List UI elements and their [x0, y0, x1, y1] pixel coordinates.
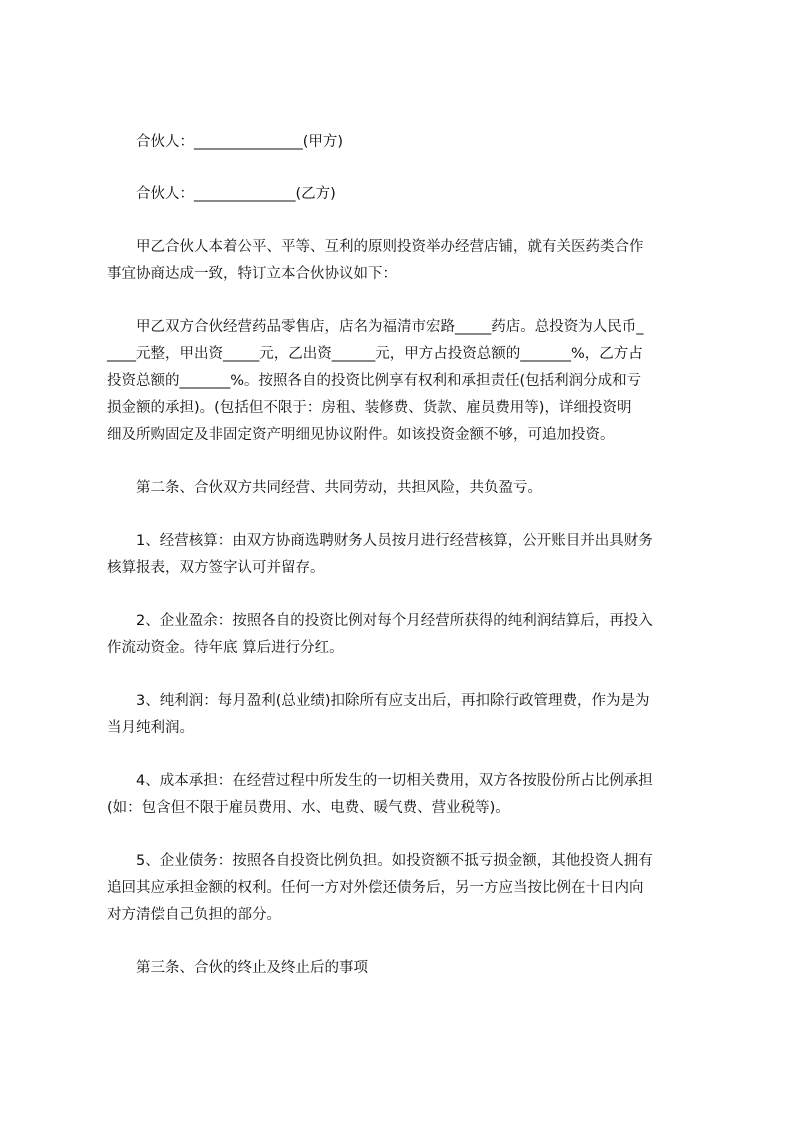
- article2-title: 第二条、合伙双方共同经营、共同劳动，共担风险，共负盈亏。: [136, 480, 542, 496]
- article1-line-2: ____元整，甲出资_____元，乙出资______元，甲方占投资总额的_______%，乙方占: [107, 346, 643, 362]
- item5-line-1: 5、企业债务：按照各自投资比例负担。如投资额不抵亏损金额，其他投资人拥有: [136, 853, 653, 869]
- article1-line-5: 细及所购固定及非固定资产明细见协议附件。如该投资金额不够，可追加投资。: [107, 427, 615, 443]
- item2-line-1: 2、企业盈余：按照各自的投资比例对每个月经营所获得的纯利润结算后，再投入: [136, 613, 653, 629]
- article1-line-1: 甲乙双方合伙经营药品零售店，店名为福清市宏路_____药店。总投资为人民币_: [136, 319, 644, 335]
- item5-line-2: 追回其应承担金额的权利。任何一方对外偿还债务后，另一方应当按比例在十日内向: [107, 880, 644, 896]
- item5-line-3: 对方清偿自己负担的部分。: [107, 907, 281, 923]
- article3-title: 第三条、合伙的终止及终止后的事项: [136, 960, 368, 976]
- item4-line-1: 4、成本承担：在经营过程中所发生的一切相关费用，双方各按股份所占比例承担: [136, 773, 653, 789]
- preamble-line-2: 事宜协商达成一致，特订立本合伙协议如下：: [107, 266, 397, 282]
- item3-line-1: 3、纯利润：每月盈利(总业绩)扣除所有应支出后，再扣除行政管理费，作为是为: [136, 693, 650, 709]
- article1-line-4: 损金额的承担)。(包括但不限于：房租、装修费、货款、雇员费用等)，详细投资明: [107, 400, 632, 416]
- partner-b-line: 合伙人：______________(乙方): [136, 186, 336, 202]
- item1-line-1: 1、经营核算：由双方协商选聘财务人员按月进行经营核算，公开账目并出具财务: [136, 533, 653, 549]
- article1-line-3: 投资总额的_______%。按照各自的投资比例享有权利和承担责任(包括利润分成和亏: [107, 373, 642, 389]
- item1-line-2: 核算报表，双方签字认可并留存。: [107, 560, 325, 576]
- item2-line-2: 作流动资金。待年底 算后进行分红。: [107, 640, 344, 656]
- item3-line-2: 当月纯利润。: [107, 720, 194, 736]
- item4-line-2: (如：包含但不限于雇员费用、水、电费、暖气费、营业税等)。: [107, 800, 510, 816]
- preamble-line-1: 甲乙合伙人本着公平、平等、互利的原则投资举办经营店铺，就有关医药类合作: [136, 239, 644, 255]
- partner-a-line: 合伙人：_______________(甲方): [136, 134, 344, 150]
